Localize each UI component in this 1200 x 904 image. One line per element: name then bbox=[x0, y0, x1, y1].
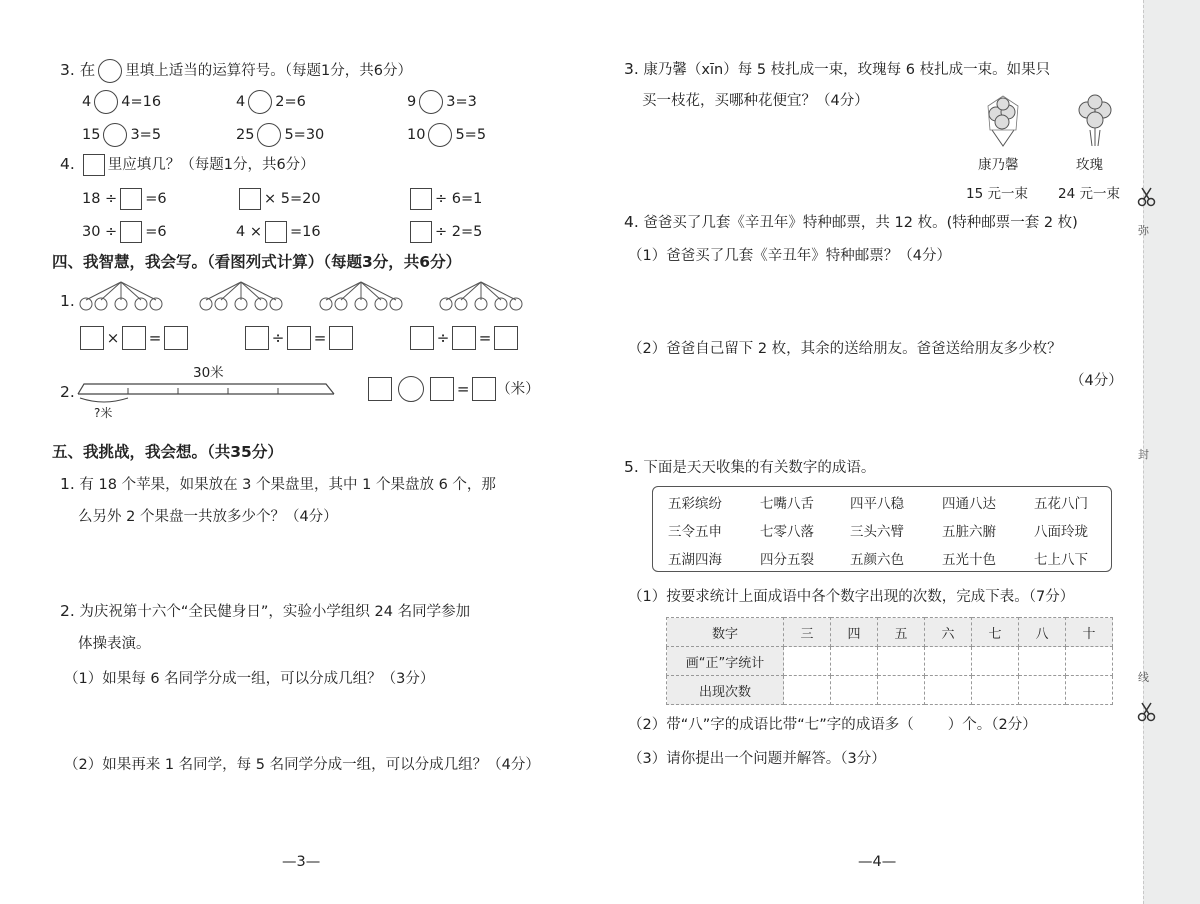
seal-label-1: 弥 bbox=[1138, 224, 1149, 237]
idiom-item: 四通八达 bbox=[942, 496, 996, 512]
answer-box[interactable] bbox=[287, 326, 311, 350]
table-cell[interactable] bbox=[1066, 647, 1113, 676]
right-q4-sub2-score: （4分） bbox=[1070, 373, 1123, 389]
answer-circle[interactable] bbox=[94, 90, 118, 114]
idiom-item: 五颜六色 bbox=[850, 552, 904, 568]
section-4-title: 四、我智慧，我会写。（看图列式计算）（每题3分，共6分） bbox=[52, 253, 462, 271]
q4-item-2: × 5=20 bbox=[236, 188, 321, 210]
figure-group-2 bbox=[200, 282, 282, 310]
figure-group-1 bbox=[80, 282, 162, 310]
table-cell[interactable] bbox=[925, 647, 972, 676]
idiom-item: 三令五申 bbox=[668, 524, 722, 540]
table-cell[interactable] bbox=[784, 647, 831, 676]
segment-part-label: ?米 bbox=[94, 406, 113, 420]
sec4-q1-number: 1. bbox=[60, 292, 75, 310]
answer-box-icon bbox=[83, 154, 105, 176]
q4-item-3: ÷ 6=1 bbox=[407, 188, 482, 210]
operator-circle bbox=[98, 59, 122, 83]
operator-circle[interactable] bbox=[398, 376, 424, 402]
seal-label-3: 线 bbox=[1138, 671, 1149, 684]
right-q3-line2: 买一枝花，买哪种花便宜？（4分） bbox=[642, 93, 869, 109]
answer-box[interactable] bbox=[472, 377, 496, 401]
answer-box[interactable] bbox=[368, 377, 392, 401]
idiom-item: 七嘴八舌 bbox=[760, 496, 814, 512]
q3-item-5: 25 5=30 bbox=[236, 123, 324, 147]
table-header-cell: 八 bbox=[1019, 618, 1066, 647]
sec4-q2-number: 2. bbox=[60, 383, 75, 401]
answer-circle[interactable] bbox=[419, 90, 443, 114]
table-cell[interactable] bbox=[1019, 647, 1066, 676]
answer-box[interactable] bbox=[494, 326, 518, 350]
idiom-item: 五光十色 bbox=[942, 552, 996, 568]
section-5-title: 五、我挑战，我会想。（共35分） bbox=[52, 443, 283, 461]
sec5-q2-sub2: （2）如果再来 1 名同学，每 5 名同学分成一组，可以分成几组？（4分） bbox=[64, 757, 540, 773]
q3-item-3: 9 3=3 bbox=[407, 90, 477, 114]
idiom-item: 七上八下 bbox=[1034, 552, 1088, 568]
q4-instruction: 里应填几？（每题1分，共6分） bbox=[107, 157, 315, 173]
carnation-name: 康乃馨 bbox=[978, 157, 1019, 173]
q4-item-4: 30 ÷ =6 bbox=[82, 221, 167, 243]
table-header-row bbox=[667, 618, 1113, 647]
answer-circle[interactable] bbox=[257, 123, 281, 147]
sec5-q1-line2: 么另外 2 个果盘一共放多少个？（4分） bbox=[78, 509, 338, 525]
table-header-cell: 十 bbox=[1066, 618, 1113, 647]
left-q4-heading bbox=[60, 153, 315, 176]
answer-circle[interactable] bbox=[248, 90, 272, 114]
table-row bbox=[667, 647, 1113, 676]
answer-box[interactable] bbox=[239, 188, 261, 210]
answer-box[interactable] bbox=[430, 377, 454, 401]
idiom-item: 八面玲珑 bbox=[1034, 524, 1088, 540]
answer-box[interactable] bbox=[452, 326, 476, 350]
right-q5-sub2: （2）带“八”字的成语比带“七”字的成语多（ ）个。（2分） bbox=[628, 717, 1037, 733]
seal-label-2: 封 bbox=[1138, 448, 1149, 461]
table-header-cell: 三 bbox=[784, 618, 831, 647]
sec5-q1-line1: 1. 有 18 个苹果，如果放在 3 个果盘里，其中 1 个果盘放 6 个，那 bbox=[60, 475, 496, 493]
table-cell[interactable] bbox=[925, 676, 972, 705]
table-cell[interactable] bbox=[878, 676, 925, 705]
q3-item-2: 4 2=6 bbox=[236, 90, 306, 114]
q3-instruction: 里填上适当的运算符号。（每题1分，共6分） bbox=[125, 63, 412, 79]
segment-equation: = （米） bbox=[368, 376, 540, 402]
table-cell[interactable] bbox=[831, 676, 878, 705]
right-q4-sub2: （2）爸爸自己留下 2 枚，其余的送给朋友。爸爸送给朋友多少枚？ bbox=[628, 341, 1062, 357]
figure-group-3 bbox=[320, 282, 402, 310]
q4-number: 4. bbox=[60, 155, 75, 173]
answer-circle[interactable] bbox=[428, 123, 452, 147]
table-header-cell: 五 bbox=[878, 618, 925, 647]
table-header-cell: 四 bbox=[831, 618, 878, 647]
page-number-right: —4— bbox=[858, 854, 897, 870]
q4-item-1: 18 ÷ =6 bbox=[82, 188, 167, 210]
answer-box[interactable] bbox=[80, 326, 104, 350]
table-header-cell: 七 bbox=[972, 618, 1019, 647]
answer-box[interactable] bbox=[122, 326, 146, 350]
answer-box[interactable] bbox=[265, 221, 287, 243]
idiom-item: 五花八门 bbox=[1034, 496, 1088, 512]
table-row-label: 画“正”字统计 bbox=[667, 647, 784, 676]
right-q4-sub1: （1）爸爸买了几套《辛丑年》特种邮票？（4分） bbox=[628, 248, 951, 264]
table-cell[interactable] bbox=[1066, 676, 1113, 705]
sec5-q2-sub1: （1）如果每 6 名同学分成一组，可以分成几组？（3分） bbox=[64, 671, 435, 687]
right-q3-line1: 3. 康乃馨（xīn）每 5 枝扎成一束，玫瑰每 6 枝扎成一束。如果只 bbox=[624, 60, 1051, 78]
rose-price: 24 元一束 bbox=[1058, 186, 1120, 202]
rose-name: 玫瑰 bbox=[1076, 157, 1103, 173]
idiom-item: 五湖四海 bbox=[668, 552, 722, 568]
answer-box[interactable] bbox=[245, 326, 269, 350]
table-cell[interactable] bbox=[972, 676, 1019, 705]
answer-circle[interactable] bbox=[103, 123, 127, 147]
scissors-icon bbox=[1136, 186, 1158, 208]
table-row bbox=[667, 676, 1113, 705]
q3-item-1: 4 4=16 bbox=[82, 90, 161, 114]
carnation-icon bbox=[978, 94, 1028, 148]
table-row-label: 出现次数 bbox=[667, 676, 784, 705]
answer-box[interactable] bbox=[410, 326, 434, 350]
figure-group-4 bbox=[440, 282, 522, 310]
equation-1: × = bbox=[80, 326, 188, 350]
q4-item-6: ÷ 2=5 bbox=[407, 221, 482, 243]
table-cell[interactable] bbox=[1019, 676, 1066, 705]
answer-box[interactable] bbox=[329, 326, 353, 350]
grouping-figures bbox=[78, 280, 578, 316]
idiom-item: 三头六臂 bbox=[850, 524, 904, 540]
equation-3: ÷ = bbox=[410, 326, 518, 350]
q3-item-6: 10 5=5 bbox=[407, 123, 486, 147]
sec5-q2-line1: 2. 为庆祝第十六个“全民健身日”，实验小学组织 24 名同学参加 bbox=[60, 602, 471, 620]
table-cell[interactable] bbox=[784, 676, 831, 705]
equation-2: ÷ = bbox=[245, 326, 353, 350]
idiom-item: 五脏六腑 bbox=[942, 524, 996, 540]
rose-icon bbox=[1070, 94, 1120, 148]
segment-total-label: 30米 bbox=[193, 365, 224, 381]
sec5-q2-line2: 体操表演。 bbox=[78, 636, 151, 652]
answer-box[interactable] bbox=[120, 188, 142, 210]
left-q3-heading bbox=[60, 58, 412, 83]
table-header-cell: 数字 bbox=[667, 618, 784, 647]
right-q5-line1: 5. 下面是天天收集的有关数字的成语。 bbox=[624, 458, 876, 476]
scissors-icon bbox=[1136, 701, 1158, 723]
answer-box[interactable] bbox=[164, 326, 188, 350]
answer-box[interactable] bbox=[120, 221, 142, 243]
q3-item-4: 15 3=5 bbox=[82, 123, 161, 147]
table-cell[interactable] bbox=[878, 647, 925, 676]
idiom-item: 四平八稳 bbox=[850, 496, 904, 512]
idiom-item: 七零八落 bbox=[760, 524, 814, 540]
unit-label: （米） bbox=[496, 381, 540, 398]
q3-pre: 在 bbox=[79, 61, 96, 79]
carnation-price: 15 元一束 bbox=[966, 186, 1028, 202]
right-q4-line1: 4. 爸爸买了几套《辛丑年》特种邮票，共 12 枚。(特种邮票一套 2 枚) bbox=[624, 213, 1078, 231]
count-table bbox=[666, 617, 1113, 705]
table-cell[interactable] bbox=[831, 647, 878, 676]
answer-box[interactable] bbox=[410, 221, 432, 243]
q4-item-5: 4 × =16 bbox=[236, 221, 321, 243]
answer-box[interactable] bbox=[410, 188, 432, 210]
idiom-item: 四分五裂 bbox=[760, 552, 814, 568]
idiom-item: 五彩缤纷 bbox=[668, 496, 722, 512]
right-q5-sub3: （3）请你提出一个问题并解答。（3分） bbox=[628, 751, 886, 767]
table-header-cell: 六 bbox=[925, 618, 972, 647]
binding-margin bbox=[1143, 0, 1200, 904]
right-q5-sub1: （1）按要求统计上面成语中各个数字出现的次数，完成下表。（7分） bbox=[628, 589, 1075, 605]
page-number-left: —3— bbox=[282, 854, 321, 870]
q3-number: 3. bbox=[60, 61, 75, 79]
segment-diagram bbox=[76, 376, 338, 412]
table-cell[interactable] bbox=[972, 647, 1019, 676]
